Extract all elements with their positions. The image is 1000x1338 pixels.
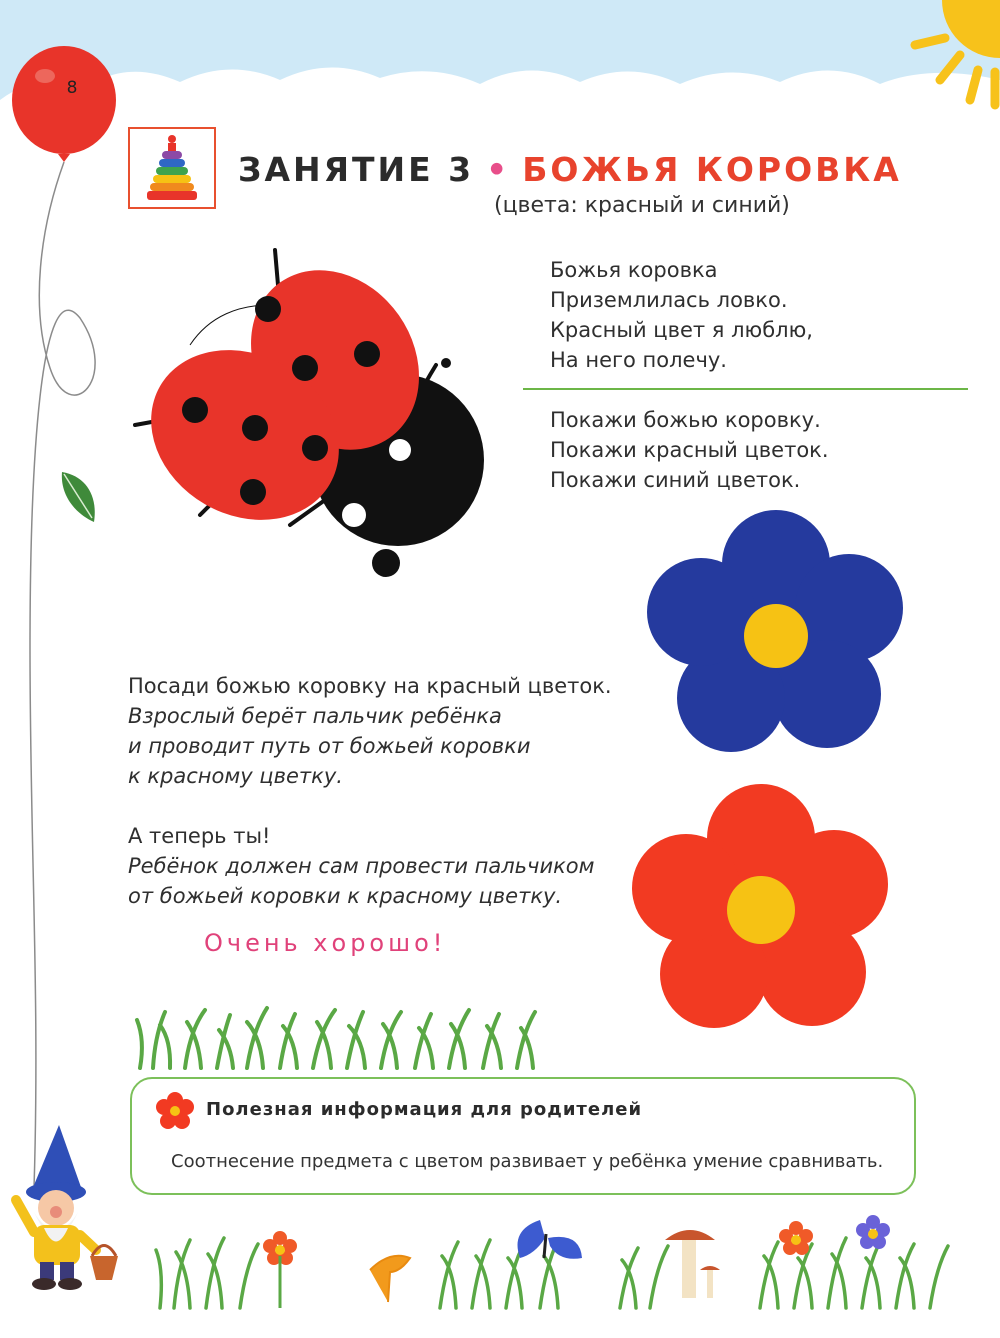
info-title: Полезная информация для родителей	[206, 1099, 643, 1120]
instruction-note: от божьей коровки к красному цветку.	[128, 884, 563, 908]
instruction-main: Посади божью коровку на красный цветок.	[128, 674, 612, 698]
red-flower-illustration	[630, 782, 892, 1030]
ladybug-illustration	[130, 245, 490, 585]
lesson-topic: БОЖЬЯ КОРОВКА	[522, 150, 902, 189]
poem-line: На него полечу.	[550, 348, 727, 372]
task-item: Покажи красный цветок.	[550, 438, 829, 462]
poem-line: Красный цвет я люблю,	[550, 318, 813, 342]
task-item: Покажи божью коровку.	[550, 408, 821, 432]
lesson-icon-box	[128, 127, 216, 209]
instruction-note: Взрослый берёт пальчик ребёнка	[128, 704, 502, 728]
section-divider	[523, 388, 968, 390]
balloon-icon	[0, 48, 130, 1208]
grass-decoration	[135, 1000, 545, 1070]
page-title	[238, 150, 902, 189]
poem	[550, 255, 813, 375]
parent-info-box	[130, 1077, 916, 1195]
instruction-note: и проводит путь от божьей коровки	[128, 734, 531, 758]
page-number: 8	[66, 78, 78, 98]
instruction-block-1	[128, 671, 612, 791]
poem-line: Божья коровка	[550, 258, 718, 282]
poem-line: Приземлилась ловко.	[550, 288, 788, 312]
blue-flower-illustration	[645, 508, 907, 758]
praise-text: Очень хорошо!	[204, 929, 447, 957]
instruction-main: А теперь ты!	[128, 824, 271, 848]
instruction-note: Ребёнок должен сам провести пальчиком	[128, 854, 595, 878]
instruction-note: к красному цветку.	[128, 764, 343, 788]
bottom-meadow-decoration	[150, 1210, 1000, 1310]
leaf-icon	[56, 466, 100, 526]
instruction-block-2	[128, 821, 595, 911]
task-item: Покажи синий цветок.	[550, 468, 801, 492]
small-red-flower-icon	[156, 1092, 194, 1130]
toy-pyramid-icon	[140, 133, 204, 205]
title-separator: •	[486, 150, 511, 189]
gnome-illustration	[4, 1120, 130, 1292]
sky-clouds-background	[0, 0, 1000, 130]
sun-icon	[900, 0, 1000, 110]
task-list	[550, 405, 829, 495]
info-text: Соотнесение предмета с цветом развивает у ребёнка умение сравнивать.	[171, 1151, 884, 1172]
lesson-subtitle: (цвета: красный и синий)	[494, 193, 790, 218]
lesson-number: ЗАНЯТИЕ 3	[238, 150, 475, 189]
